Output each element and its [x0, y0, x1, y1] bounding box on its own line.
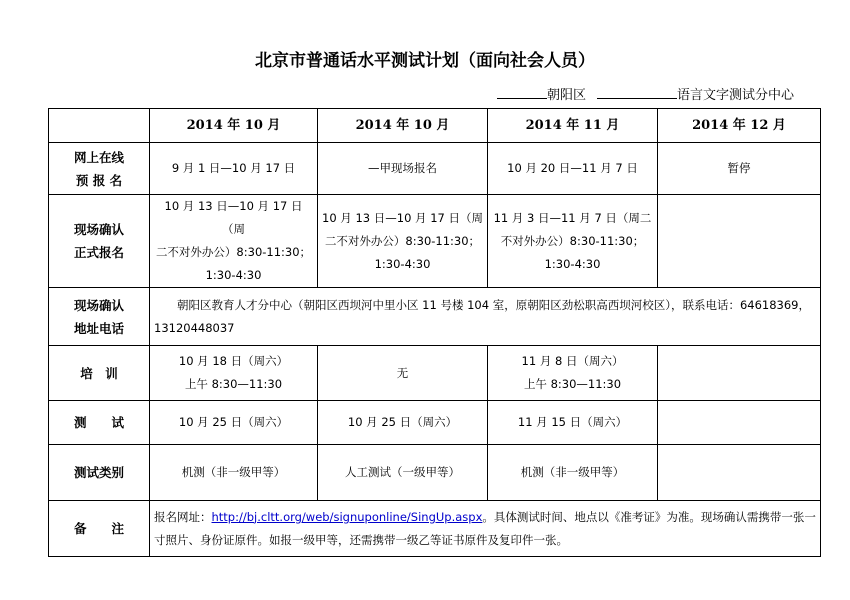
online-cell-2: —甲现场报名	[318, 143, 488, 195]
confirm-cell-1: 10 月 13 日—10 月 17 日（周 二不对外办公）8:30-11:30； 1:30-4:30	[150, 195, 318, 288]
test-cell-4	[658, 401, 821, 445]
row-label-type: 测试类别	[49, 445, 150, 501]
column-header-nov: 2014 年 11 月	[488, 109, 658, 143]
notes-prefix: 报名网址：	[154, 509, 212, 524]
confirm-cell-3: 11 月 3 日—11 月 7 日（周二 不对外办公）8:30-11:30； 1:30-4:30	[488, 195, 658, 288]
row-onsite-confirm	[49, 195, 821, 288]
notes-suffix: 。具体测试时间、地点以《准考证》为准。现场确认需携带一张一寸照片、身份证原件。如报一级甲等，还需携带一级乙等证书原件及复印件一张。	[154, 509, 816, 547]
training-cell-2: 无	[318, 346, 488, 401]
test-cell-1: 10 月 25 日（周六）	[150, 401, 318, 445]
row-training	[49, 346, 821, 401]
row-address	[49, 288, 821, 346]
row-label-address: 现场确认 地址电话	[49, 288, 150, 346]
column-header-dec: 2014 年 12 月	[658, 109, 821, 143]
row-test	[49, 401, 821, 445]
confirm-cell-4	[658, 195, 821, 288]
address-text: 朝阳区教育人才分中心（朝阳区西坝河中里小区 11 号楼 104 室，原朝阳区劲松职高西坝河校区），联系电话：64618369，13120448037	[150, 288, 821, 346]
row-notes	[49, 501, 821, 557]
type-cell-3: 机测（非一级甲等）	[488, 445, 658, 501]
type-cell-1: 机测（非一级甲等）	[150, 445, 318, 501]
online-cell-3: 10 月 20 日—11 月 7 日	[488, 143, 658, 195]
online-cell-4: 暂停	[658, 143, 821, 195]
training-cell-3: 11 月 8 日（周六） 上午 8:30—11:30	[488, 346, 658, 401]
row-label-confirm: 现场确认 正式报名	[49, 195, 150, 288]
training-cell-1: 10 月 18 日（周六） 上午 8:30—11:30	[150, 346, 318, 401]
blank-line-right	[597, 98, 677, 99]
type-cell-4	[658, 445, 821, 501]
row-test-type	[49, 445, 821, 501]
row-label-notes: 备 注	[49, 501, 150, 557]
column-header-oct-2: 2014 年 10 月	[318, 109, 488, 143]
row-online-registration	[49, 143, 821, 195]
registration-link[interactable]: http://bj.cltt.org/web/signuponline/SingUp.aspx	[211, 509, 483, 524]
organization-name: 语言文字测试分中心	[677, 88, 795, 103]
row-label-online: 网上在线 预 报 名	[49, 143, 150, 195]
header-row	[49, 109, 821, 143]
row-label-training: 培 训	[49, 346, 150, 401]
row-label-test: 测 试	[49, 401, 150, 445]
blank-line-left	[497, 98, 547, 99]
page-title: 北京市普通话水平测试计划（面向社会人员）	[255, 51, 595, 71]
column-header-oct-1: 2014 年 10 月	[150, 109, 318, 143]
online-cell-1: 9 月 1 日—10 月 17 日	[150, 143, 318, 195]
type-cell-2: 人工测试（一级甲等）	[318, 445, 488, 501]
training-cell-4	[658, 346, 821, 401]
column-header-blank	[49, 109, 150, 143]
district-name: 朝阳区	[547, 88, 587, 103]
schedule-table	[48, 108, 821, 557]
test-cell-3: 11 月 15 日（周六）	[488, 401, 658, 445]
notes-text	[150, 501, 821, 557]
test-cell-2: 10 月 25 日（周六）	[318, 401, 488, 445]
confirm-cell-2: 10 月 13 日—10 月 17 日（周 二不对外办公）8:30-11:30； 1:30-4:30	[318, 195, 488, 288]
